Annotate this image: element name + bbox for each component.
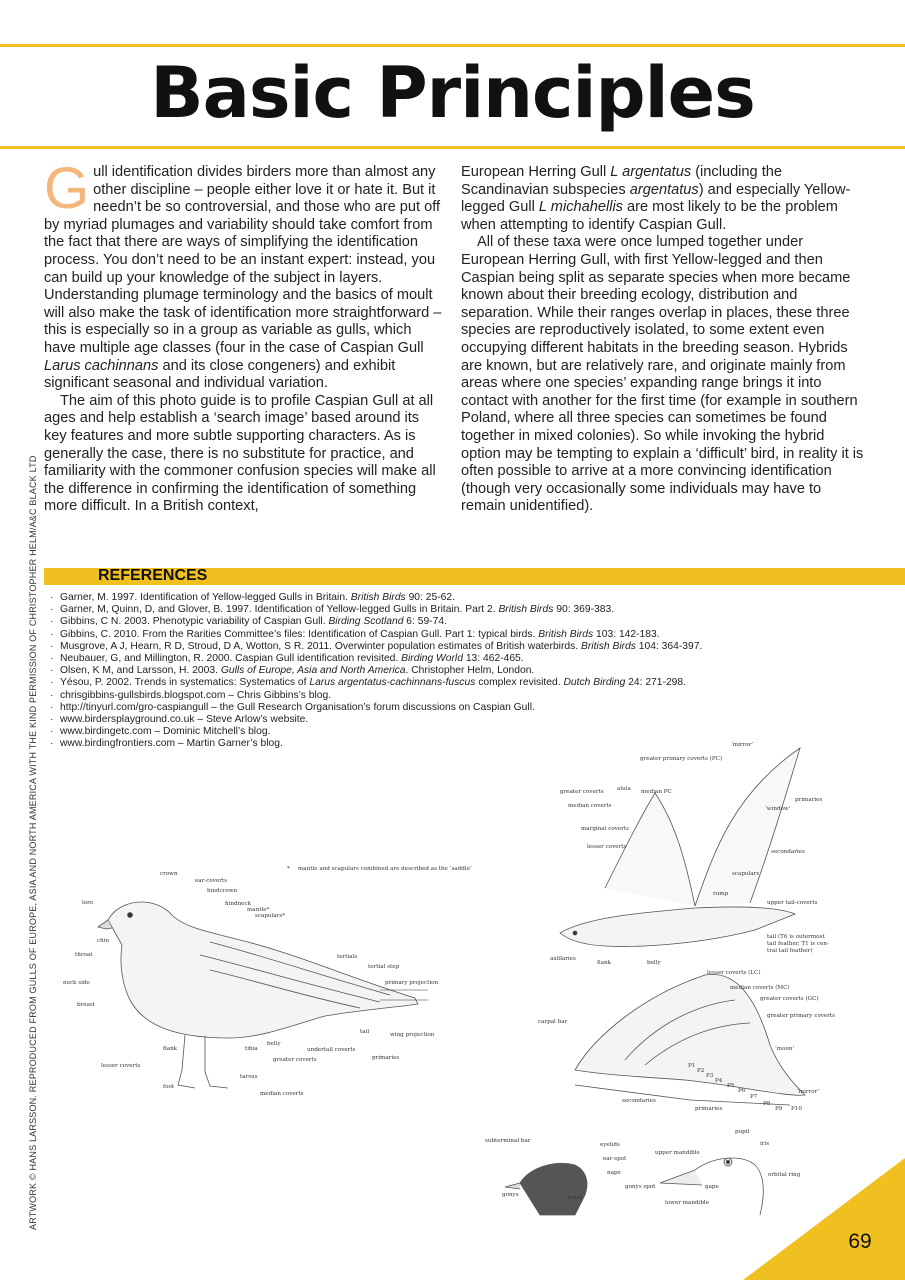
svg-text:P2: P2	[697, 1068, 705, 1074]
svg-text:greater primary coverts: greater primary coverts	[767, 1013, 835, 1019]
svg-text:P7: P7	[750, 1094, 758, 1100]
svg-text:subterminal bar: subterminal bar	[485, 1138, 531, 1144]
svg-text:gonys spot: gonys spot	[625, 1184, 656, 1190]
note-star: *	[287, 866, 290, 872]
svg-text:belly: belly	[267, 1041, 281, 1047]
svg-text:primaries: primaries	[695, 1106, 723, 1112]
svg-text:scapulars: scapulars	[732, 871, 760, 877]
col1-p1-italic: Larus cachinnans	[44, 357, 159, 374]
svg-text:rump: rump	[713, 891, 729, 897]
reference-item: · Olsen, K M, and Larsson, H. 2003. Gulls of Europe, Asia and North America. Christopher Helm, London.	[50, 665, 702, 677]
label-crown: crown	[160, 871, 178, 877]
svg-text:secondaries: secondaries	[771, 849, 805, 855]
svg-text:nape: nape	[607, 1170, 621, 1176]
reference-item: · Garner, M. 1997. Identification of Yellow-legged Gulls in Britain. British Birds 90: 25-62.	[50, 592, 702, 604]
svg-text:iris: iris	[760, 1141, 770, 1147]
svg-text:ear-coverts: ear-coverts	[195, 878, 227, 884]
svg-text:hindneck: hindneck	[225, 901, 252, 907]
svg-text:median coverts: median coverts	[260, 1091, 304, 1097]
svg-text:tral tail feather): tral tail feather)	[767, 948, 813, 954]
svg-text:greater primary coverts (PC): greater primary coverts (PC)	[640, 756, 723, 762]
svg-text:hood: hood	[568, 1195, 582, 1201]
col1-paragraph-2: The aim of this photo guide is to profile Caspian Gull at all ages and help establish a ‘search image’ based around its key features and more subtle supporting characters. As is generally the case, there is no substitute for practice, and familiarity with the commoner confusion species will make all the difference in confirming the identification of something more difficult. In a British context,	[44, 392, 436, 515]
svg-text:eyelids: eyelids	[600, 1142, 620, 1148]
svg-text:axillaries: axillaries	[550, 956, 576, 962]
title-rule	[0, 146, 905, 149]
svg-text:P1: P1	[688, 1063, 696, 1069]
svg-text:greater coverts: greater coverts	[273, 1057, 317, 1063]
references-bar	[44, 568, 905, 585]
svg-text:P6: P6	[738, 1088, 746, 1094]
svg-text:‘window’: ‘window’	[765, 806, 791, 812]
svg-text:marginal coverts: marginal coverts	[581, 826, 629, 832]
reference-item: · chrisgibbins-gullsbirds.blogspot.com – Chris Gibbins’s blog.	[50, 690, 702, 702]
svg-text:P9: P9	[775, 1106, 783, 1112]
svg-text:lesser coverts: lesser coverts	[587, 844, 627, 850]
svg-text:tertials: tertials	[337, 954, 358, 960]
col2-paragraph-1: European Herring Gull L argentatus (including the Scandinavian subspecies argentatus) and especially Yellow-legged Gull L michahellis are most likely to be the problem when attempting to identify Caspian Gull.	[461, 164, 851, 233]
svg-text:foot: foot	[163, 1084, 175, 1090]
reference-item: · Yésou, P. 2002. Trends in systematics: Systematics of Larus argentatus-cachinnans-fuscus complex revisited. Dutch Birding 24: 271-298.	[50, 677, 702, 689]
standing-gull-diagram	[60, 860, 472, 1110]
svg-text:lesser coverts: lesser coverts	[101, 1063, 141, 1069]
svg-text:neck side: neck side	[63, 980, 90, 986]
svg-text:wing projection: wing projection	[390, 1032, 435, 1038]
col1-paragraph-1	[44, 156, 442, 393]
col2-paragraph-2: All of these taxa were once lumped together under European Herring Gull, with first Yellow-legged and then Caspian being split as separate species when more became known about their breeding ecology, distribution and separation. While their ranges overlap in places, these three species are reproductively isolated, to some extent even occupying different habitats in the breeding season. Hybrids are known, but are relatively rare, and originate mainly from areas where one species’ expanding range brings it into contact with another for the first time (for example in southern Poland, where all three species can sometimes be found together in mixed colonies). So while invoking the hybrid option may be tempting to explain a ‘difficult’ bird, in reality it is often possible to arrive at a more convincing identification (though very occasionally some individuals may have to remain unidentified).	[461, 234, 864, 515]
svg-text:chin: chin	[97, 938, 110, 944]
svg-text:tibia: tibia	[245, 1046, 258, 1052]
upperwing-diagram	[535, 965, 870, 1115]
reference-item: · www.birdingetc.com – Dominic Mitchell’s blog.	[50, 726, 702, 738]
reference-item: · www.birdersplayground.co.uk – Steve Arlow’s website.	[50, 714, 702, 726]
svg-text:alula: alula	[617, 786, 631, 792]
flying-gull-diagram	[545, 738, 845, 970]
page-number: 69	[848, 1230, 872, 1253]
svg-text:median PC: median PC	[641, 789, 672, 795]
artwork-credit: ARTWORK © HANS LARSSON. REPRODUCED FROM GULLS OF EUROPE, ASIA AND NORTH AMERICA WITH THE KIND PERMISSION OF CHRISTOPHER HELM/A&C BLACK LTD	[28, 455, 38, 1230]
svg-text:‘mirror’: ‘mirror’	[731, 742, 754, 748]
svg-text:upper mandible: upper mandible	[655, 1150, 700, 1156]
column-left	[44, 156, 442, 516]
svg-text:flank: flank	[163, 1046, 178, 1052]
svg-text:flank: flank	[597, 960, 612, 966]
references-list	[50, 592, 702, 751]
col1-p1-text: ull identification divides birders more than almost any other discipline – people either love it or hate it. But it needn’t be so controversial, and those who are put off by myriad plumages and variability should take comfort from the fact that there are ways of simplifying the identification process. You don’t need to be an instant expert: instead, you can build up your knowledge of the subject in layers. Understanding plumage terminology and the basics of moult will also make the task of identification more straightforward – this is especially so in a group as variable as gulls, which have multiple age classes (four in the case of Caspian Gull	[44, 164, 442, 356]
svg-text:tertial step: tertial step	[368, 964, 400, 970]
svg-text:median coverts: median coverts	[568, 803, 612, 809]
reference-item: · Garner, M, Quinn, D, and Glover, B. 1997. Identification of Yellow-legged Gulls in Britain. Part 2. British Birds 90: 369-383.	[50, 604, 702, 616]
reference-item: · Gibbins, C. 2010. From the Rarities Committee’s files: Identification of Caspian Gull. Part 1: typical birds. British Birds 103: 142-183.	[50, 629, 702, 641]
svg-text:gonys: gonys	[502, 1192, 519, 1198]
column-right	[461, 164, 866, 516]
svg-text:undertail coverts: undertail coverts	[307, 1047, 356, 1053]
svg-text:breast: breast	[77, 1002, 96, 1008]
reference-item: · Musgrove, A J, Hearn, R D, Stroud, D A, Wotton, S R. 2011. Overwinter population estimates of British waterbirds. British Birds 104: 364-397.	[50, 641, 702, 653]
svg-text:‘mirror’: ‘mirror’	[797, 1089, 820, 1095]
svg-text:primaries: primaries	[795, 797, 823, 803]
reference-item: · Gibbins, C N. 2003. Phenotypic variability of Caspian Gull. Birding Scotland 6: 59-74.	[50, 616, 702, 628]
svg-text:secondaries: secondaries	[622, 1098, 656, 1104]
saddle-note: mantle and scapulars combined are described as the ‘saddle’	[298, 866, 472, 872]
svg-text:gape: gape	[705, 1184, 719, 1190]
svg-text:P3: P3	[706, 1073, 714, 1079]
svg-text:hindcrown: hindcrown	[207, 888, 238, 894]
reference-item: · www.birdingfrontiers.com – Martin Garner’s blog.	[50, 738, 702, 750]
svg-text:P5: P5	[727, 1083, 735, 1089]
svg-text:lower mandible: lower mandible	[665, 1200, 709, 1206]
reference-item: · http://tinyurl.com/gro-caspiangull – the Gull Research Organisation’s forum discussions on Caspian Gull.	[50, 702, 702, 714]
svg-text:tail (T6 is outermost: tail (T6 is outermost	[767, 934, 825, 940]
svg-text:‘moon’: ‘moon’	[775, 1046, 795, 1052]
svg-text:orbital ring: orbital ring	[768, 1172, 801, 1178]
svg-text:throat: throat	[75, 952, 93, 958]
svg-text:primary projection: primary projection	[385, 980, 439, 986]
svg-text:median coverts (MC): median coverts (MC)	[730, 985, 790, 991]
svg-text:greater coverts: greater coverts	[560, 789, 604, 795]
svg-text:P4: P4	[715, 1078, 723, 1084]
svg-text:P10: P10	[791, 1106, 802, 1112]
svg-text:tarsus: tarsus	[240, 1074, 258, 1080]
svg-text:lore: lore	[82, 900, 94, 906]
svg-text:P8: P8	[763, 1101, 771, 1107]
top-rule	[0, 44, 905, 47]
svg-text:mantle*: mantle*	[247, 907, 270, 913]
svg-text:tail feather, T1 is cen-: tail feather, T1 is cen-	[767, 941, 829, 947]
svg-text:primaries: primaries	[372, 1055, 400, 1061]
svg-text:belly: belly	[647, 960, 661, 966]
corner-triangle	[743, 1158, 905, 1280]
svg-text:ear-spot: ear-spot	[603, 1156, 627, 1162]
page-title: Basic Principles	[150, 52, 755, 134]
svg-text:tail: tail	[360, 1029, 370, 1035]
drop-cap: G	[44, 156, 90, 221]
reference-item: · Neubauer, G, and Millington, R. 2000. Caspian Gull identification revisited. Birding World 13: 462-465.	[50, 653, 702, 665]
svg-text:upper tail-coverts: upper tail-coverts	[767, 900, 818, 906]
svg-text:scapulars*: scapulars*	[255, 913, 285, 919]
svg-text:greater coverts (GC): greater coverts (GC)	[760, 996, 819, 1002]
references-heading: REFERENCES	[98, 567, 208, 584]
svg-text:pupil: pupil	[735, 1129, 750, 1135]
svg-text:carpal bar: carpal bar	[538, 1019, 568, 1025]
svg-text:lesser coverts (LC): lesser coverts (LC)	[707, 970, 761, 976]
col1-p1-end: and its close congeners) and exhibit significant seasonal and individual variation.	[44, 357, 396, 392]
